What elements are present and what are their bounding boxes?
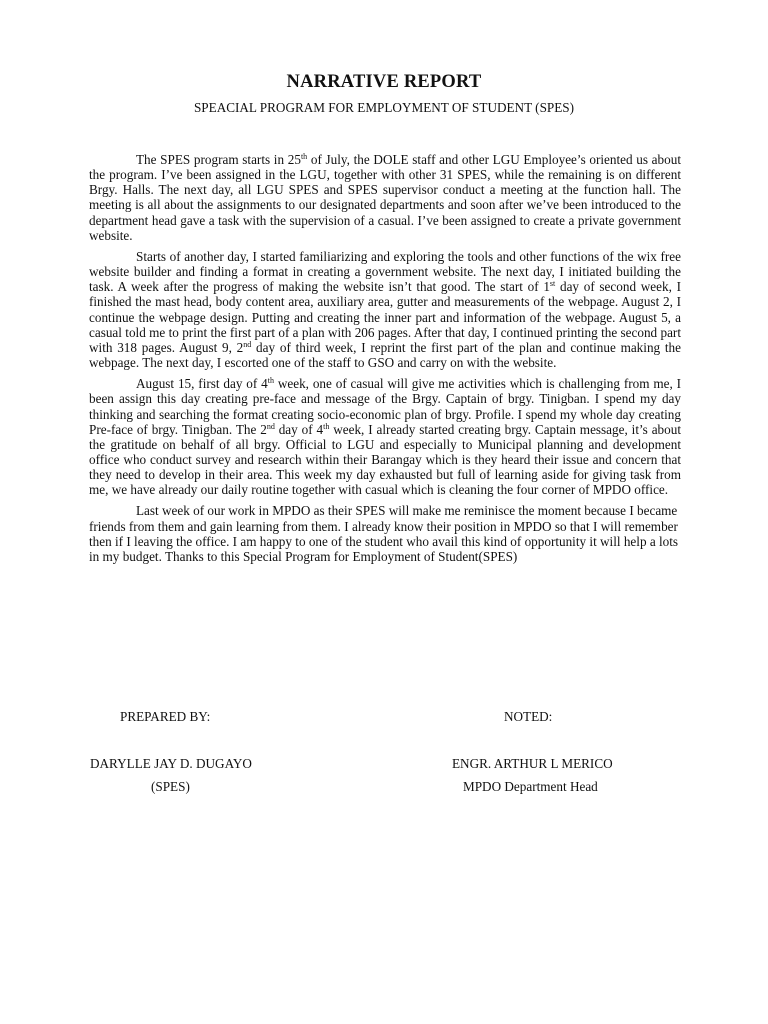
- report-subtitle: SPEACIAL PROGRAM FOR EMPLOYMENT OF STUDENT (SPES): [193, 100, 575, 115]
- paragraph-2: Starts of another day, I started familiarizing and exploring the tools and other functions of the wix free website builder and finding a format in creating a government website. The next day, I initiated building the task. A week after the progress of making the website isn’t that good. The start of 1st day of second week, I finished the mast head, body content area, auxiliary area, gutter and measurements of the webpage. August 2, I continue the webpage design. Putting and creating the inner part and information of the webpage. August 5, a casual told me to print the first part of a plan with 206 pages. After that day, I continued printing the second part with 318 pages. August 9, 2nd day of third week, I reprint the first part of the plan and continue making the webpage. The next day, I escorted one of the staff to GSO and carry on with the website.: [89, 248, 682, 371]
- noted-role: MPDO Department Head: [463, 779, 598, 794]
- prepared-by-name: DARYLLE JAY D. DUGAYO: [90, 756, 252, 771]
- report-title: NARRATIVE REPORT: [286, 72, 482, 92]
- report-body: [89, 152, 681, 570]
- noted-label: NOTED:: [504, 709, 553, 724]
- prepared-by-label: PREPARED BY:: [120, 709, 211, 724]
- paragraph-4: Last week of our work in MPDO as their SPES will make me reminisce the moment because I became friends from them and gain learning from them. I already know their position in MPDO so that I will remember then if I leaving the office. I am happy to one of the student who avail this kind of opportunity it will help a lots in my budget. Thanks to this Special Program for Employment of Student(SPES): [89, 503, 679, 564]
- paragraph-1: The SPES program starts in 25th of July, the DOLE staff and other LGU Employee’s oriented us about the program. I’ve been assigned in the LGU, together with other 31 SPES, while the remaining is on different Brgy. Halls. The next day, all LGU SPES and SPES supervisor conduct a meeting at the function hall. The meeting is all about the assignments to our designated departments and soon after we’ve been introduced to the department head gave a task with the supervision of a casual. I’ve been assigned to create a private government website.: [89, 152, 681, 243]
- paragraph-3: August 15, first day of 4th week, one of casual will give me activities which is challenging from me, I been assign this day creating pre-face and message of the Brgy. Captain of brgy. Tinigban. I spend my day thinking and searching the format creating socio-economic plan of brgy. Profile. I spend my whole day creating Pre-face of brgy. Tinigban. The 2nd day of 4th week, I already started creating brgy. Captain message, it’s about the gratitude on behalf of all brgy. Official to LGU and especially to Municipal planning and development office who conduct survey and research within their Barangay which is they heard their issue and concern that they need to develop in their area. This week my day exhausted but full of learning aside for giving task from me, we have already our daily routine together with casual which is cleaning the four corner of MPDO office.: [89, 376, 682, 498]
- prepared-by-role: (SPES): [151, 779, 190, 794]
- noted-name: ENGR. ARTHUR L MERICO: [452, 756, 613, 771]
